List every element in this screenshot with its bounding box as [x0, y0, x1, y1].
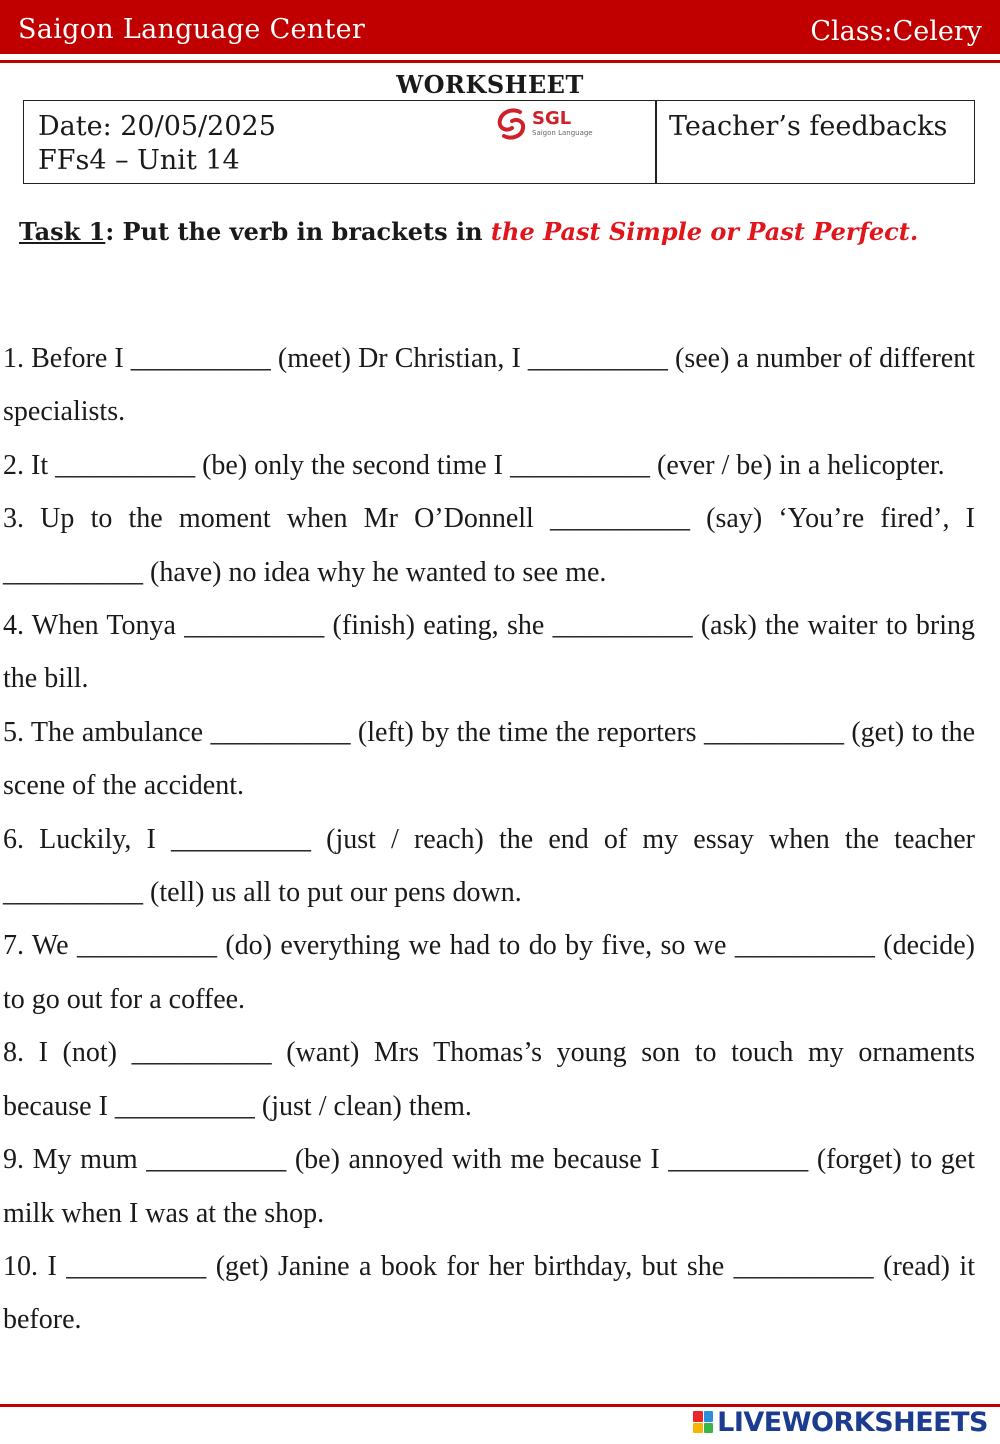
liveworksheets-brand[interactable] — [693, 1404, 988, 1440]
logo-subtitle: Saigon Language — [532, 129, 593, 137]
header-bar — [0, 0, 1000, 54]
question-item[interactable]: 1. Before I __________ (meet) Dr Christian, I __________ (see) a number of different specialists. — [3, 343, 975, 428]
task-instruction — [19, 214, 969, 250]
question-item[interactable]: 9. My mum __________ (be) annoyed with me because I __________ (forget) to get milk when I was at the shop. — [3, 1144, 975, 1229]
question-item[interactable]: 10. I __________ (get) Janine a book for her birthday, but she __________ (read) it before. — [3, 1250, 975, 1336]
question-item[interactable]: 2. It __________ (be) only the second time I __________ (ever / be) in a helicopter. — [3, 449, 945, 481]
worksheet-title: WORKSHEET — [396, 70, 584, 99]
info-box-divider — [655, 101, 657, 183]
question-item[interactable]: 8. I (not) __________ (want) Mrs Thomas’s young son to touch my ornaments because I __________ (just / clean) them. — [3, 1037, 975, 1122]
info-box — [23, 100, 975, 184]
question-list — [3, 332, 975, 1347]
liveworksheets-text: LIVEWORKSHEETS — [717, 1406, 988, 1438]
class-label: Class:Celery — [810, 16, 982, 47]
center-name: Saigon Language Center — [18, 14, 366, 45]
task-emphasis: the Past Simple or Past Perfect. — [490, 217, 919, 246]
sgl-logo — [494, 106, 604, 142]
question-item[interactable]: 6. Luckily, I __________ (just / reach) the end of my essay when the teacher __________ (tell) us all to put our pens down. — [3, 823, 975, 909]
sgl-logo-icon — [494, 106, 528, 142]
header-divider — [0, 60, 1000, 63]
liveworksheets-icon — [693, 1411, 713, 1433]
logo-text: SGL — [532, 108, 572, 129]
question-item[interactable]: 4. When Tonya __________ (finish) eating, she __________ (ask) the waiter to bring the bill. — [3, 610, 975, 695]
worksheet-date: Date: 20/05/2025 — [38, 111, 276, 142]
teacher-feedback-label: Teacher’s feedbacks — [669, 111, 948, 142]
task-text: : Put the verb in brackets in — [105, 217, 491, 246]
question-item[interactable]: 3. Up to the moment when Mr O’Donnell __________ (say) ‘You’re fired’, I __________ (have) no idea why he wanted to see me. — [3, 503, 975, 588]
question-item[interactable]: 5. The ambulance __________ (left) by the time the reporters __________ (get) to the scene of the accident. — [3, 716, 975, 802]
task-label: Task 1 — [19, 217, 106, 246]
question-item[interactable]: 7. We __________ (do) everything we had to do by five, so we __________ (decide) to go out for a coffee. — [3, 930, 975, 1015]
worksheet-unit: FFs4 – Unit 14 — [38, 145, 240, 176]
